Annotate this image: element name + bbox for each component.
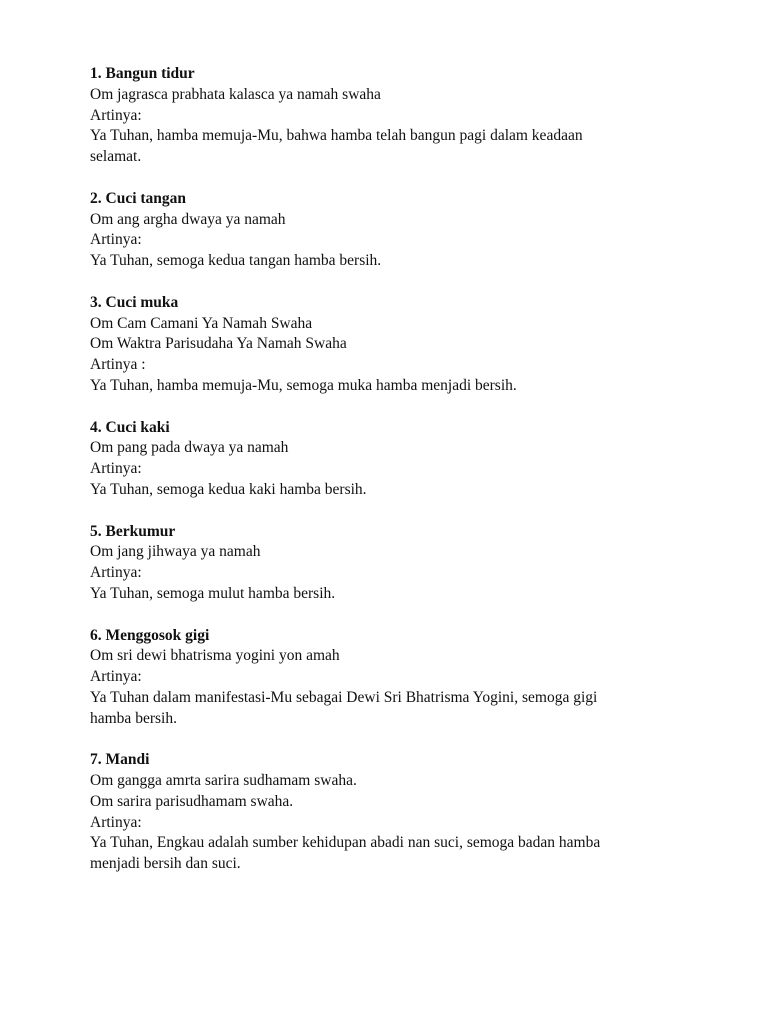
section-heading: 5. Berkumur — [90, 522, 176, 540]
mantra-line: Om ang argha dwaya ya namah — [90, 210, 286, 228]
meaning-label: Artinya: — [90, 813, 142, 831]
meaning-label: Artinya: — [90, 668, 142, 686]
section-heading: 7. Mandi — [90, 751, 150, 769]
meaning-text: Ya Tuhan, semoga kedua kaki hamba bersih. — [90, 480, 367, 498]
meaning-text: Ya Tuhan, hamba memuja-Mu, bahwa hamba telah bangun pagi dalam keadaan — [90, 127, 583, 145]
meaning-text: hamba bersih. — [90, 709, 177, 727]
section-heading: 3. Cuci muka — [90, 293, 179, 311]
section-cuci-tangan — [90, 189, 710, 272]
mantra-line: Om sarira parisudhamam swaha. — [90, 792, 294, 810]
section-menggosok-gigi — [90, 626, 710, 730]
meaning-text: Ya Tuhan dalam manifestasi-Mu sebagai Dewi Sri Bhatrisma Yogini, semoga gigi — [90, 688, 598, 706]
section-heading: 4. Cuci kaki — [90, 418, 170, 436]
mantra-line: Om Cam Camani Ya Namah Swaha — [90, 314, 313, 332]
section-mandi — [90, 750, 710, 875]
mantra-line: Om jagrasca prabhata kalasca ya namah swaha — [90, 85, 381, 103]
meaning-text: Ya Tuhan, hamba memuja-Mu, semoga muka hamba menjadi bersih. — [90, 376, 517, 394]
section-cuci-kaki — [90, 418, 710, 501]
meaning-text: Ya Tuhan, semoga kedua tangan hamba bersih. — [90, 252, 382, 270]
meaning-text: selamat. — [90, 148, 142, 166]
section-berkumur — [90, 522, 710, 605]
mantra-line: Om gangga amrta sarira sudhamam swaha. — [90, 772, 357, 790]
section-heading: 6. Menggosok gigi — [90, 626, 210, 644]
mantra-line: Om sri dewi bhatrisma yogini yon amah — [90, 647, 340, 665]
section-cuci-muka — [90, 293, 710, 397]
mantra-line: Om pang pada dwaya ya namah — [90, 439, 289, 457]
mantra-line: Om jang jihwaya ya namah — [90, 543, 261, 561]
meaning-label: Artinya: — [90, 231, 142, 249]
section-heading: 2. Cuci tangan — [90, 189, 187, 207]
section-bangun-tidur — [90, 64, 710, 168]
mantra-line: Om Waktra Parisudaha Ya Namah Swaha — [90, 335, 347, 353]
section-heading: 1. Bangun tidur — [90, 65, 195, 82]
meaning-label: Artinya: — [90, 564, 142, 582]
meaning-label: Artinya: — [90, 460, 142, 478]
meaning-text: menjadi bersih dan suci. — [90, 855, 241, 873]
meaning-text: Ya Tuhan, Engkau adalah sumber kehidupan abadi nan suci, semoga badan hamba — [90, 834, 601, 852]
meaning-text: Ya Tuhan, semoga mulut hamba bersih. — [90, 584, 336, 602]
document-page — [90, 64, 710, 896]
meaning-label: Artinya : — [90, 356, 146, 374]
meaning-label: Artinya: — [90, 106, 142, 124]
